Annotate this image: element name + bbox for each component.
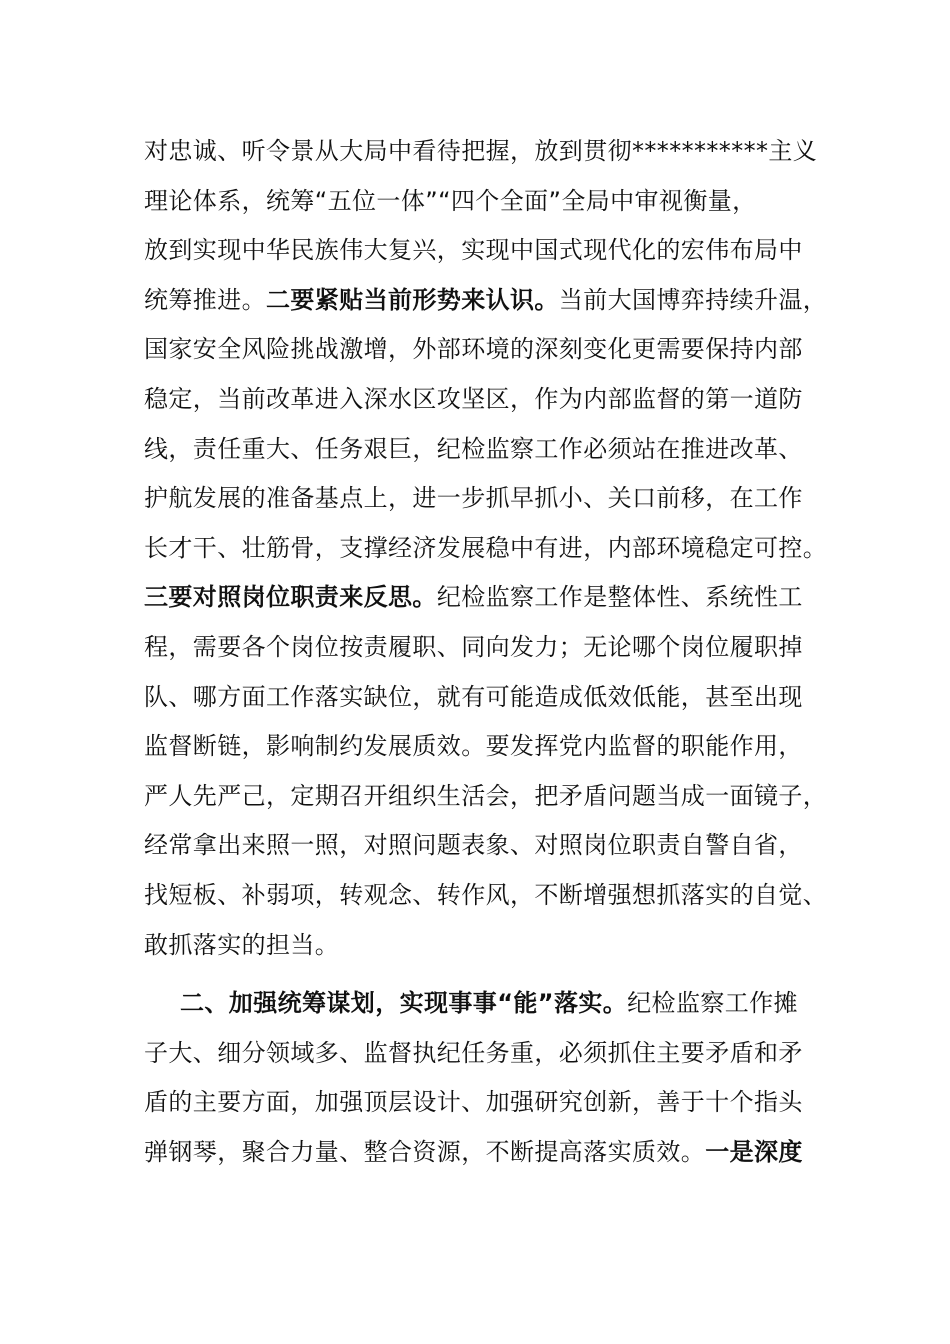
text-line: 盾的主要方面，加强顶层设计、加强研究创新，善于十个指头 xyxy=(144,1088,803,1117)
text-run: 纪检监察工作是整体性、系统性工 xyxy=(436,583,803,612)
text-line: 国家安全风险挑战激增，外部环境的深刻变化更需要保持内部 xyxy=(144,335,803,364)
text-line-mixed xyxy=(144,979,824,1029)
text-line: 找短板、补弱项，转观念、转作风，不断增强想抓落实的自觉、 xyxy=(144,880,828,909)
paragraph-spacing xyxy=(144,970,824,979)
text-line: 队、哪方面工作落实缺位，就有可能造成低效低能，甚至出现 xyxy=(144,682,803,711)
text-line-mixed xyxy=(144,573,824,623)
text-line-mixed xyxy=(144,1128,824,1178)
text-line: 严人先严己，定期召开组织生活会，把矛盾问题当成一面镜子， xyxy=(144,781,828,810)
text-line-mixed xyxy=(144,276,828,326)
text-line: 子大、细分领域多、监督执纪任务重，必须抓住主要矛盾和矛 xyxy=(144,1038,803,1067)
section-heading-2: 二、加强统筹谋划，实现事事“能”落实。 xyxy=(180,989,628,1018)
text-line: 敢抓落实的担当。 xyxy=(144,930,340,959)
text-run: 当前大国博弈持续升温， xyxy=(558,285,828,314)
paragraph-1 xyxy=(144,127,828,970)
bold-heading-2: 二要紧贴当前形势来认识。 xyxy=(266,285,559,314)
document-body xyxy=(144,127,828,1177)
text-line: 护航发展的准备基点上，进一步抓早抓小、关口前移，在工作 xyxy=(144,484,803,513)
text-run: 弹钢琴，聚合力量、整合资源，不断提高落实质效。 xyxy=(144,1137,706,1166)
paragraph-2 xyxy=(144,979,824,1177)
text-line: 对忠诚、听令景从大局中看待把握，放到贯彻***********主义 xyxy=(144,137,818,165)
text-run: 纪检监察工作摊 xyxy=(627,989,798,1018)
bold-heading-1: 一是深度 xyxy=(705,1137,803,1166)
text-line: 程，需要各个岗位按责履职、同向发力；无论哪个岗位履职掉 xyxy=(144,632,803,661)
text-line: 稳定，当前改革进入深水区攻坚区，作为内部监督的第一道防 xyxy=(144,384,803,413)
text-line: 放到实现中华民族伟大复兴，实现中国式现代化的宏伟布局中 xyxy=(144,236,803,265)
bold-heading-3: 三要对照岗位职责来反思。 xyxy=(144,583,437,612)
text-line: 经常拿出来照一照，对照问题表象、对照岗位职责自警自省， xyxy=(144,831,803,860)
text-line: 理论体系，统筹“五位一体”“四个全面”全局中审视衡量， xyxy=(144,186,757,215)
text-line: 监督断链，影响制约发展质效。要发挥党内监督的职能作用， xyxy=(144,732,803,761)
text-run: 统筹推进。 xyxy=(144,285,266,314)
text-line: 长才干、壮筋骨，支撑经济发展稳中有进，内部环境稳定可控。 xyxy=(144,533,828,562)
text-line: 线，责任重大、任务艰巨，纪检监察工作必须站在推进改革、 xyxy=(144,434,803,463)
